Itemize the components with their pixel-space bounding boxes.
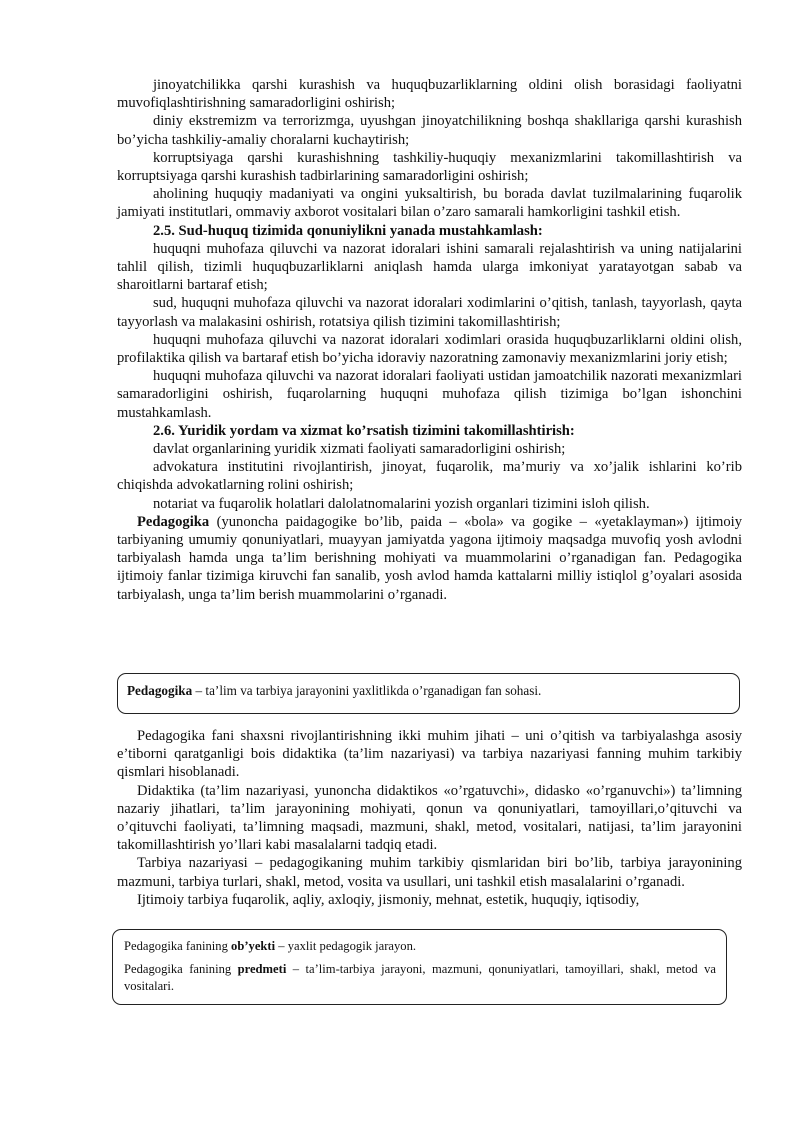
- object-line: [124, 938, 716, 955]
- object-term: ob’yekti: [231, 939, 276, 953]
- paragraph: Tarbiya nazariyasi – pedagogikaning muhim tarkibiy qismlaridan biri bo’lib, tarbiya jarayonining mazmuni, tarbiya turlari, shakl, metod, vosita va usullari, uni tashkil etish masalalarini o’rganadi.: [117, 855, 742, 890]
- section-heading: 2.5. Sud-huquq tizimida qonuniylikni yanada mustahkamlash:: [153, 222, 543, 239]
- paragraph-pedagogika-definition: [117, 513, 742, 604]
- document-body-continued: [117, 727, 742, 909]
- definition-text: (yunoncha paidagogike bo’lib, paida – «bola» va gogike – «yetaklayman») ijtimoiy tarbiyaning umumiy qonuniyatlari, muayyan jamiyatda yagona ijtimoiy maqsadga muvofiq yosh avlodni tarbiyalash hamda unga ta’lim berishning mohiyati va muammolarini o’rganadigan fan. Pedagogika ijtimoiy fanlar tizimiga kiruvchi fan sanalib, yosh avlod hamda kattalarni milliy istiqlol g’oyalari asosida tarbiyalash, unga ta’lim berish muammolarini o’rganadi.: [117, 513, 742, 603]
- object-text: – yaxlit pedagogik jarayon.: [275, 939, 417, 953]
- paragraph: notariat va fuqarolik holatlari dalolatnomalarini yozish organlari tizimini isloh qilish.: [153, 495, 650, 512]
- definition-text: – ta’lim va tarbiya jarayonini yaxlitlikda o’rganadigan fan sohasi.: [192, 683, 542, 698]
- paragraph: aholining huquqiy madaniyati va ongini yuksaltirish, bu borada davlat tuzilmalarining fuqarolik jamiyati institutlari, ommaviy axborot vositalari bilan o’zaro samarali hamkorligini tashkil etish.: [117, 186, 742, 221]
- term-pedagogika: Pedagogika: [137, 513, 210, 530]
- paragraph: Pedagogika fani shaxsni rivojlantirishning ikki muhim jihati – uni o’qitish va tarbiyalashga asosiy e’tiborni qaratganligi bois didaktika (ta’lim nazariyasi) va tarbiya nazariyasi fanning muhim tarkibiy qismlari hisoblanadi.: [117, 728, 742, 781]
- paragraph: huquqni muhofaza qiluvchi va nazorat idoralari faoliyati ustidan jamoatchilik nazorati mexanizmlari samaradorligini oshirish, fuqarolarning huquqni muhofaza qilish tizimiga bo’lgan ishonchini mustahkamlash.: [117, 368, 742, 421]
- paragraph: davlat organlarining yuridik xizmati faoliyati samaradorligini oshirish;: [153, 441, 566, 458]
- paragraph: korruptsiyaga qarshi kurashishning tashkiliy-huquqiy mexanizmlarini takomillashtirish va korruptsiyaga qarshi kurashish tadbirlarining samaradorligini oshirish;: [117, 149, 742, 185]
- section-heading: 2.6. Yuridik yordam va xizmat ko’rsatish tizimini takomillashtirish:: [153, 422, 575, 439]
- object-subject-box: [112, 929, 727, 1005]
- paragraph: sud, huquqni muhofaza qiluvchi va nazorat idoralari xodimlarini o’qitish, tanlash, tayyorlash, qayta tayyorlash va malakasini oshirish, rotatsiya qilish tizimini takomillashtirish;: [117, 295, 742, 330]
- subject-term: predmeti: [237, 962, 287, 976]
- definition-term: Pedagogika: [127, 683, 193, 698]
- paragraph: advokatura institutini rivojlantirish, jinoyat, fuqarolik, ma’muriy va xo’jalik ishlarini ko’rib chiqishda advokatlarning rolini oshirish;: [117, 459, 742, 494]
- paragraph: jinoyatchilikka qarshi kurashish va huquqbuzarliklarning oldini olish borasidagi faoliyatni muvofiqlashtirishning samaradorligini oshirish;: [117, 77, 742, 112]
- subject-text: – ta’lim-tarbiya jarayoni, mazmuni, qonuniyatlari, tamoyillari, shakl, metod va vositalari.: [124, 962, 716, 993]
- paragraph: diniy ekstremizm va terrorizmga, uyushgan jinoyatchilikning boshqa shakllariga qarshi kurashish bo’yicha tashkiliy-amaliy choralarni kuchaytirish;: [117, 113, 742, 148]
- subject-line: [124, 961, 716, 995]
- paragraph: huquqni muhofaza qiluvchi va nazorat idoralari ishini samarali rejalashtirish va uning natijalarini tahlil qilish, tizimli huquqbuzarliklarni aniqlash hamda ularga imkoniyat yaratayotgan sabab va sharoitlarni bartaraf etish;: [117, 240, 742, 294]
- paragraph: Ijtimoiy tarbiya fuqarolik, aqliy, axloqiy, jismoniy, mehnat, estetik, huquqiy, iqtisodiy,: [137, 891, 640, 908]
- paragraph: Didaktika (ta’lim nazariyasi, yunoncha didaktikos «o’rgatuvchi», didasko «o’rganuvchi») ta’limning nazariy jihatlari, ta’lim jarayonining mohiyati, qonun va qonuniyatlari, tamoyillari,o’qituvchi va o’qituvchi faoliyati, ta’limning maqsadi, mazmuni, shakl, metod, vositalari, natijasi, ta’lim jarayonini takomillashtirish yo’llari kabi masalalarni tadqiq etadi.: [117, 782, 742, 854]
- document-body: [117, 76, 742, 604]
- definition-box: [117, 673, 740, 714]
- subject-prefix: Pedagogika fanining: [124, 962, 238, 976]
- paragraph: huquqni muhofaza qiluvchi va nazorat idoralari xodimlari orasida huquqbuzarliklarni oldini olish, profilaktika qilish va bartaraf etish bo’yicha idoraviy nazoratning zamonaviy mexanizmlarini joriy etish;: [117, 331, 742, 367]
- object-prefix: Pedagogika fanining: [124, 939, 232, 953]
